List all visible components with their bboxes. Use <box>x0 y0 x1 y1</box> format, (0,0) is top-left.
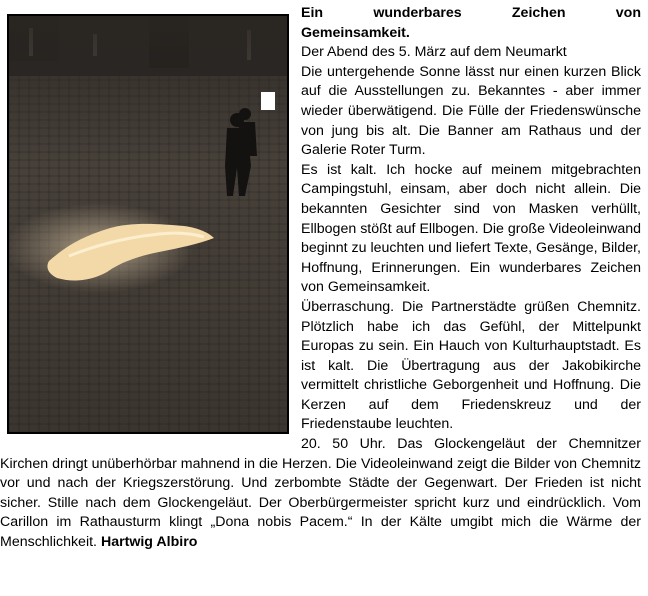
paragraph-3: Es ist kalt. Ich hocke auf meinem mitgebrachten Campingstuhl, einsam, aber doch nicht allein. Die bekannten Gesichter sind von Masken verhüllt, Ellbogen stößt auf Ellbogen. Die große Videoleinwand beginnt zu leuchten und liefert Texte, Gesänge, Bilder, Hoffnung, Erinnerungen. Ein wunderbares Zeichen von Gemeinsamkeit. <box>301 161 641 296</box>
article-text <box>0 4 641 553</box>
headline: Ein wunderbares Zeichen von <box>301 5 641 21</box>
author-name: Hartwig Albiro <box>100 534 198 551</box>
paragraph-5-text: 20. 50 Uhr. Das Glockengeläut der Chemnitzer Kirchen dringt unüberhörbar mahnend in die Herzen. Die Videoleinwand zeigt die Bilder von Chemnitz vor und nach der Kriegszerstörung. Und zerbombte Städte der Gegenwart. Der Frieden ist nicht sicher. Stille nach dem Glockengeläut. Der Oberbürgermeister spricht kurz und eindrücklich. Vom Carillon im Rathausturm klingt „Dona nobis Pacem.“ In der Kälte umgibt mich die Wärme der Menschlichkeit. <box>0 436 641 551</box>
paragraph-2: Die untergehende Sonne lässt nur einen kurzen Blick auf die Ausstellungen zu. Bekanntes - aber immer wieder überwätigend. Die Fülle der Friedenswünsche von jung bis alt. Die Banner am Rathaus und der Galerie Roter Turm. <box>301 63 641 159</box>
headline-continued: Gemeinsamkeit. <box>301 24 410 41</box>
paragraph-1: Der Abend des 5. März auf dem Neumarkt <box>301 44 567 61</box>
paragraph-4: Überraschung. Die Partnerstädte grüßen Chemnitz. Plötzlich habe ich das Gefühl, der Mittelpunkt Europas zu sein. Ein Hauch von Kulturhauptstadt. Es ist kalt. Die Übertragung aus der Jakobikirche vermittelt christliche Geborgenheit und Hoffnung. Die Kerzen auf dem Friedenskreuz und der Friedenstaube leuchten. <box>301 298 641 433</box>
